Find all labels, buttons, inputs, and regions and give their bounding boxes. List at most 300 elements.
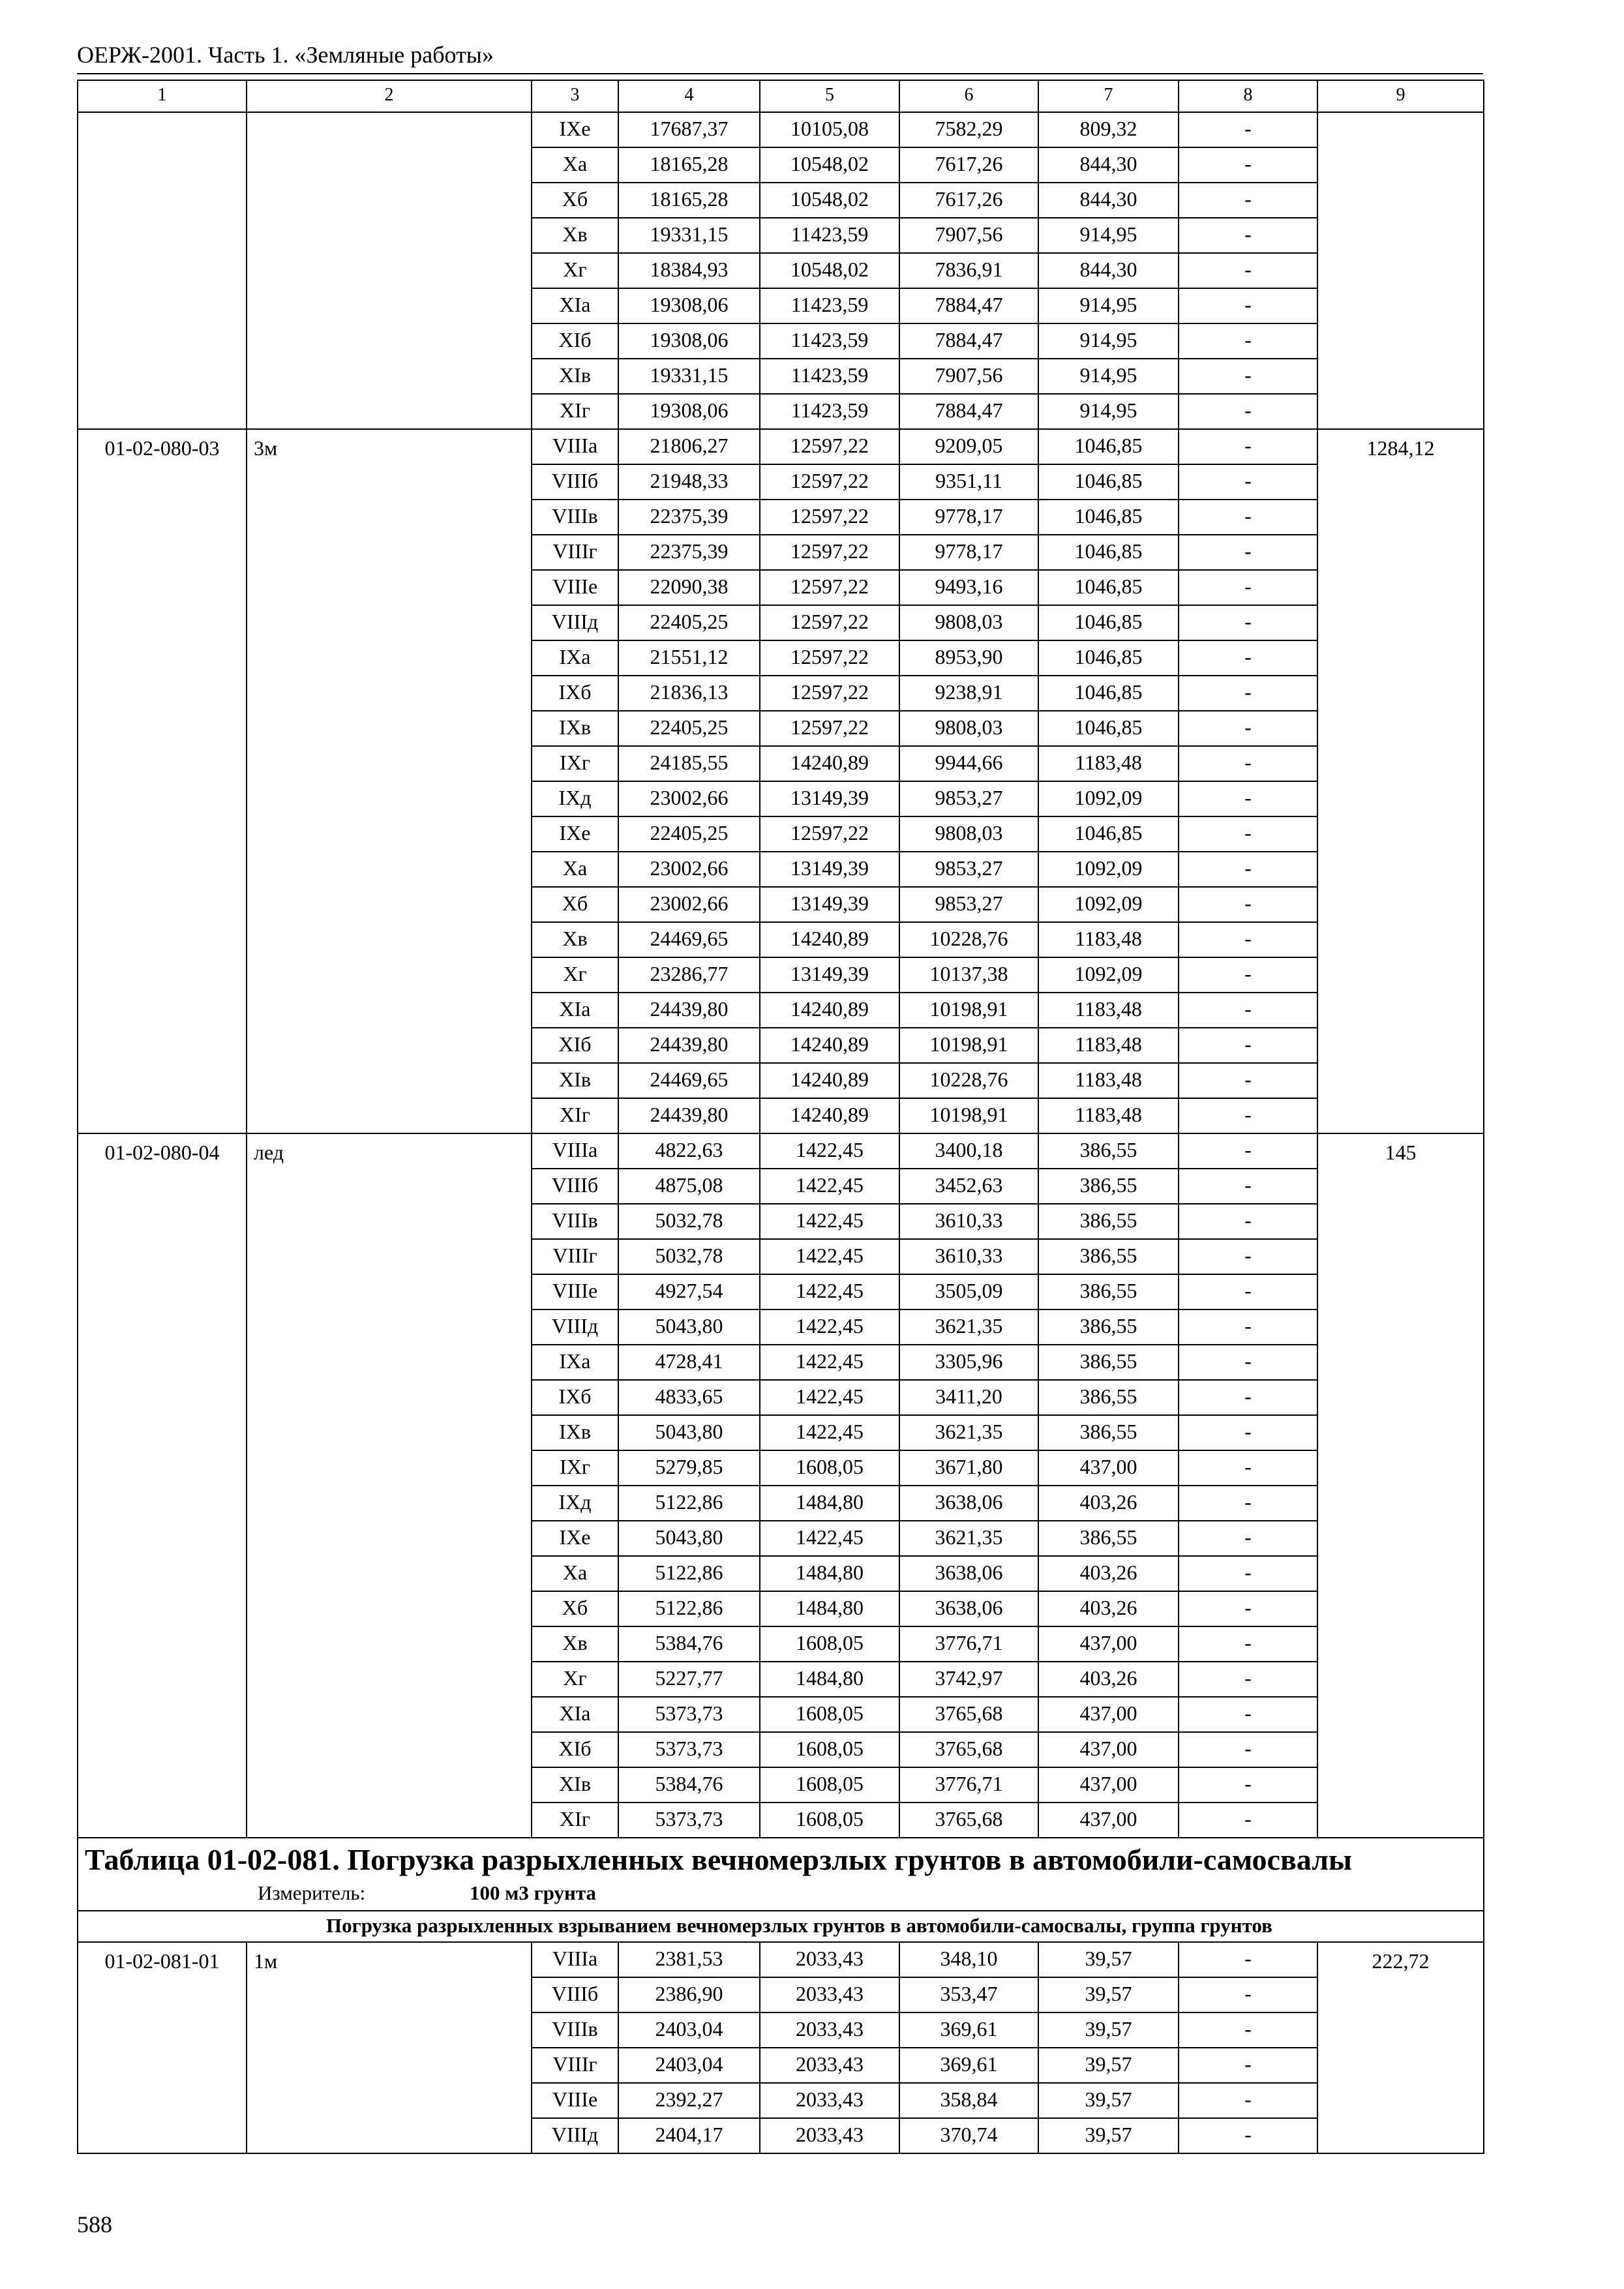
table-cell: 3505,09 bbox=[899, 1274, 1038, 1309]
table-cell: 1092,09 bbox=[1038, 957, 1179, 993]
table-cell: 24469,65 bbox=[618, 922, 760, 957]
table-cell: 9853,27 bbox=[899, 781, 1038, 816]
table-cell: 12597,22 bbox=[760, 429, 899, 464]
table-cell: 1183,48 bbox=[1038, 1098, 1179, 1133]
table-cell: XIв bbox=[532, 1063, 618, 1098]
table-cell: 914,95 bbox=[1038, 359, 1179, 394]
table-cell: Xг bbox=[532, 253, 618, 288]
table-cell: Xв bbox=[532, 922, 618, 957]
table-cell: 386,55 bbox=[1038, 1521, 1179, 1556]
table-cell: 39,57 bbox=[1038, 2012, 1179, 2048]
table-cell: - bbox=[1179, 464, 1317, 500]
table-cell: 5043,80 bbox=[618, 1309, 760, 1345]
table-cell: 2386,90 bbox=[618, 1977, 760, 2012]
table-cell: 10198,91 bbox=[899, 1028, 1038, 1063]
table-cell: 2033,43 bbox=[760, 2048, 899, 2083]
table-cell: 5122,86 bbox=[618, 1591, 760, 1626]
table-cell: XIв bbox=[532, 359, 618, 394]
table-cell: 5032,78 bbox=[618, 1239, 760, 1274]
table-cell: IXв bbox=[532, 711, 618, 746]
table-cell: 3610,33 bbox=[899, 1239, 1038, 1274]
table-cell: 12597,22 bbox=[760, 640, 899, 676]
table-cell: 1046,85 bbox=[1038, 816, 1179, 852]
table-cell: 386,55 bbox=[1038, 1415, 1179, 1450]
table-cell: 4927,54 bbox=[618, 1274, 760, 1309]
table-cell: 5227,77 bbox=[618, 1662, 760, 1697]
table-cell: 403,26 bbox=[1038, 1486, 1179, 1521]
table-cell: 5122,86 bbox=[618, 1486, 760, 1521]
table-cell: VIIIв bbox=[532, 500, 618, 535]
table-cell: 12597,22 bbox=[760, 464, 899, 500]
item-code: 01-02-080-04 bbox=[78, 1133, 247, 1838]
table-cell: 18165,28 bbox=[618, 147, 760, 183]
table-cell: 11423,59 bbox=[760, 323, 899, 359]
table-cell: Xб bbox=[532, 887, 618, 922]
table-cell: 1046,85 bbox=[1038, 640, 1179, 676]
table-cell: 10198,91 bbox=[899, 993, 1038, 1028]
column-number: 3 bbox=[532, 80, 618, 112]
table-cell: - bbox=[1179, 1591, 1317, 1626]
table-cell: IXa bbox=[532, 1345, 618, 1380]
table-cell: 3621,35 bbox=[899, 1415, 1038, 1450]
table-cell: 1183,48 bbox=[1038, 993, 1179, 1028]
column-number: 2 bbox=[247, 80, 532, 112]
section-header-row bbox=[78, 1838, 1484, 1911]
table-cell: - bbox=[1179, 605, 1317, 640]
table-cell: XIб bbox=[532, 323, 618, 359]
table-cell: 914,95 bbox=[1038, 394, 1179, 429]
table-cell: 370,74 bbox=[899, 2118, 1038, 2153]
table-cell: 22090,38 bbox=[618, 570, 760, 605]
table-cell: - bbox=[1179, 394, 1317, 429]
table-cell: 1046,85 bbox=[1038, 535, 1179, 570]
table-cell: 12597,22 bbox=[760, 535, 899, 570]
table-cell: - bbox=[1179, 1239, 1317, 1274]
table-cell: 39,57 bbox=[1038, 1942, 1179, 1977]
table-cell: 18165,28 bbox=[618, 183, 760, 218]
table-cell: 403,26 bbox=[1038, 1662, 1179, 1697]
table-cell: 403,26 bbox=[1038, 1591, 1179, 1626]
table-cell: - bbox=[1179, 1977, 1317, 2012]
table-cell: XIв bbox=[532, 1767, 618, 1803]
table-cell: 14240,89 bbox=[760, 1028, 899, 1063]
table-cell: 348,10 bbox=[899, 1942, 1038, 1977]
table-cell: - bbox=[1179, 112, 1317, 147]
item-code: 01-02-081-01 bbox=[78, 1942, 247, 2153]
table-cell: 9778,17 bbox=[899, 500, 1038, 535]
table-cell: 353,47 bbox=[899, 1977, 1038, 2012]
table-cell: 4822,63 bbox=[618, 1133, 760, 1169]
table-cell: 9944,66 bbox=[899, 746, 1038, 781]
table-cell: 844,30 bbox=[1038, 183, 1179, 218]
table-cell: 24469,65 bbox=[618, 1063, 760, 1098]
table-cell: 8953,90 bbox=[899, 640, 1038, 676]
table-cell: 3452,63 bbox=[899, 1169, 1038, 1204]
column-number: 6 bbox=[899, 80, 1038, 112]
table-cell: 9853,27 bbox=[899, 887, 1038, 922]
table-cell: - bbox=[1179, 1732, 1317, 1767]
table-cell: - bbox=[1179, 1697, 1317, 1732]
table-cell: IXд bbox=[532, 1486, 618, 1521]
table-cell: - bbox=[1179, 1415, 1317, 1450]
page-number: 588 bbox=[77, 2211, 112, 2237]
table-cell: - bbox=[1179, 183, 1317, 218]
table-cell: 5373,73 bbox=[618, 1803, 760, 1838]
table-cell: 1046,85 bbox=[1038, 711, 1179, 746]
table-cell: Xб bbox=[532, 183, 618, 218]
table-cell: - bbox=[1179, 288, 1317, 323]
table-cell: 844,30 bbox=[1038, 253, 1179, 288]
item-code bbox=[78, 112, 247, 429]
table-cell: 2404,17 bbox=[618, 2118, 760, 2153]
table-cell: 2403,04 bbox=[618, 2048, 760, 2083]
table-cell: 844,30 bbox=[1038, 147, 1179, 183]
table-cell: IXe bbox=[532, 1521, 618, 1556]
table-cell: 1608,05 bbox=[760, 1732, 899, 1767]
table-cell: 10198,91 bbox=[899, 1098, 1038, 1133]
table-cell: - bbox=[1179, 816, 1317, 852]
table-cell: - bbox=[1179, 1169, 1317, 1204]
table-cell: 10548,02 bbox=[760, 183, 899, 218]
table-cell: - bbox=[1179, 1521, 1317, 1556]
table-cell: - bbox=[1179, 1345, 1317, 1380]
table-cell: 10228,76 bbox=[899, 1063, 1038, 1098]
table-cell: VIIIe bbox=[532, 570, 618, 605]
table-cell: 5043,80 bbox=[618, 1415, 760, 1450]
section-title: Таблица 01-02-081. Погрузка разрыхленных вечномерзлых грунтов в автомобили-самосвалы bbox=[85, 1843, 1352, 1876]
table-cell: 386,55 bbox=[1038, 1204, 1179, 1239]
table-cell: Xв bbox=[532, 1626, 618, 1662]
table-cell: 386,55 bbox=[1038, 1239, 1179, 1274]
table-cell: - bbox=[1179, 1274, 1317, 1309]
table-cell: 7907,56 bbox=[899, 359, 1038, 394]
table-cell: 7884,47 bbox=[899, 323, 1038, 359]
table-cell: 3621,35 bbox=[899, 1521, 1038, 1556]
table-cell: - bbox=[1179, 323, 1317, 359]
meter-label: Измеритель: bbox=[258, 1881, 366, 1904]
table-cell: - bbox=[1179, 993, 1317, 1028]
item-name bbox=[247, 112, 532, 429]
table-cell: XIг bbox=[532, 1803, 618, 1838]
table-cell: VIIIг bbox=[532, 535, 618, 570]
table-cell: 3765,68 bbox=[899, 1732, 1038, 1767]
table-cell: 3765,68 bbox=[899, 1803, 1038, 1838]
table-cell: VIIIд bbox=[532, 605, 618, 640]
table-cell: 13149,39 bbox=[760, 957, 899, 993]
table-cell: 437,00 bbox=[1038, 1803, 1179, 1838]
table-cell: 22405,25 bbox=[618, 605, 760, 640]
item-name: лед bbox=[247, 1133, 532, 1838]
table-cell: 9351,11 bbox=[899, 464, 1038, 500]
table-cell: 39,57 bbox=[1038, 2083, 1179, 2118]
table-cell: 1422,45 bbox=[760, 1239, 899, 1274]
table-cell: 19331,15 bbox=[618, 218, 760, 253]
table-cell: VIIIa bbox=[532, 1942, 618, 1977]
table-row bbox=[78, 429, 1484, 464]
table-cell: 1484,80 bbox=[760, 1591, 899, 1626]
table-cell: 17687,37 bbox=[618, 112, 760, 147]
table-cell: 22405,25 bbox=[618, 816, 760, 852]
table-cell: 437,00 bbox=[1038, 1450, 1179, 1486]
table-cell: 7582,29 bbox=[899, 112, 1038, 147]
table-cell: 9238,91 bbox=[899, 676, 1038, 711]
table-cell: Xг bbox=[532, 957, 618, 993]
subsection-title: Погрузка разрыхленных взрыванием вечномерзлых грунтов в автомобили-самосвалы, группа грунтов bbox=[78, 1911, 1484, 1942]
table-cell: 14240,89 bbox=[760, 1098, 899, 1133]
table-cell: 5373,73 bbox=[618, 1697, 760, 1732]
table-cell: 9808,03 bbox=[899, 816, 1038, 852]
table-cell: 22375,39 bbox=[618, 500, 760, 535]
table-cell: - bbox=[1179, 711, 1317, 746]
table-cell: 1183,48 bbox=[1038, 1063, 1179, 1098]
table-cell: 1183,48 bbox=[1038, 922, 1179, 957]
table-cell: 3776,71 bbox=[899, 1626, 1038, 1662]
table-cell: XIг bbox=[532, 1098, 618, 1133]
table-cell: 21551,12 bbox=[618, 640, 760, 676]
table-cell: Xб bbox=[532, 1591, 618, 1626]
table-cell: Xa bbox=[532, 147, 618, 183]
table-cell: XIa bbox=[532, 288, 618, 323]
table-cell: 12597,22 bbox=[760, 816, 899, 852]
table-cell: 1422,45 bbox=[760, 1309, 899, 1345]
table-cell: 1422,45 bbox=[760, 1133, 899, 1169]
table-cell: 1608,05 bbox=[760, 1450, 899, 1486]
table-cell: 10105,08 bbox=[760, 112, 899, 147]
table-cell: - bbox=[1179, 1204, 1317, 1239]
table-cell: 11423,59 bbox=[760, 359, 899, 394]
table-cell: 10548,02 bbox=[760, 253, 899, 288]
table-cell: 24439,80 bbox=[618, 1028, 760, 1063]
item-column-9: 145 bbox=[1317, 1133, 1484, 1838]
table-cell: 5032,78 bbox=[618, 1204, 760, 1239]
table-cell: 19308,06 bbox=[618, 288, 760, 323]
table-cell: 1092,09 bbox=[1038, 852, 1179, 887]
table-cell: VIIIe bbox=[532, 1274, 618, 1309]
table-cell: 1422,45 bbox=[760, 1345, 899, 1380]
table-cell: 10228,76 bbox=[899, 922, 1038, 957]
table-cell: 386,55 bbox=[1038, 1309, 1179, 1345]
table-cell: - bbox=[1179, 1380, 1317, 1415]
table-cell: - bbox=[1179, 1486, 1317, 1521]
table-cell: - bbox=[1179, 2048, 1317, 2083]
table-cell: 386,55 bbox=[1038, 1274, 1179, 1309]
table-cell: 1484,80 bbox=[760, 1556, 899, 1591]
table-cell: 386,55 bbox=[1038, 1133, 1179, 1169]
table-cell: 914,95 bbox=[1038, 323, 1179, 359]
column-number: 5 bbox=[760, 80, 899, 112]
table-cell: 386,55 bbox=[1038, 1380, 1179, 1415]
table-cell: 3621,35 bbox=[899, 1309, 1038, 1345]
table-cell: - bbox=[1179, 2012, 1317, 2048]
column-number: 7 bbox=[1038, 80, 1179, 112]
table-cell: 386,55 bbox=[1038, 1345, 1179, 1380]
table-cell: VIIIб bbox=[532, 464, 618, 500]
table-cell: 5122,86 bbox=[618, 1556, 760, 1591]
table-cell: IXe bbox=[532, 816, 618, 852]
table-cell: 2392,27 bbox=[618, 2083, 760, 2118]
table-cell: - bbox=[1179, 1063, 1317, 1098]
table-cell: 1608,05 bbox=[760, 1803, 899, 1838]
table-cell: VIIIв bbox=[532, 1204, 618, 1239]
table-cell: VIIIб bbox=[532, 1977, 618, 2012]
table-cell: VIIIг bbox=[532, 1239, 618, 1274]
column-number: 4 bbox=[618, 80, 760, 112]
table-cell: - bbox=[1179, 2083, 1317, 2118]
table-cell: - bbox=[1179, 147, 1317, 183]
table-cell: 12597,22 bbox=[760, 570, 899, 605]
table-cell: 3305,96 bbox=[899, 1345, 1038, 1380]
table-cell: 7617,26 bbox=[899, 183, 1038, 218]
table-cell: - bbox=[1179, 253, 1317, 288]
table-cell: IXг bbox=[532, 1450, 618, 1486]
table-cell: 12597,22 bbox=[760, 605, 899, 640]
table-row bbox=[78, 112, 1484, 147]
table-cell: 1046,85 bbox=[1038, 570, 1179, 605]
table-cell: 39,57 bbox=[1038, 2118, 1179, 2153]
table-cell: - bbox=[1179, 1309, 1317, 1345]
table-cell: - bbox=[1179, 1098, 1317, 1133]
table-row bbox=[78, 1133, 1484, 1169]
table-cell: 3411,20 bbox=[899, 1380, 1038, 1415]
table-cell: 7836,91 bbox=[899, 253, 1038, 288]
table-cell: - bbox=[1179, 852, 1317, 887]
table-cell: 1046,85 bbox=[1038, 464, 1179, 500]
table-cell: Xa bbox=[532, 852, 618, 887]
table-row bbox=[78, 1942, 1484, 1977]
table-cell: 1092,09 bbox=[1038, 887, 1179, 922]
table-cell: 3765,68 bbox=[899, 1697, 1038, 1732]
table-cell: 11423,59 bbox=[760, 218, 899, 253]
table-cell: - bbox=[1179, 570, 1317, 605]
table-cell: 1484,80 bbox=[760, 1486, 899, 1521]
table-cell: Xг bbox=[532, 1662, 618, 1697]
table-cell: 14240,89 bbox=[760, 922, 899, 957]
table-cell: 12597,22 bbox=[760, 711, 899, 746]
table-cell: 4875,08 bbox=[618, 1169, 760, 1204]
table-cell: 914,95 bbox=[1038, 218, 1179, 253]
table-cell: VIIIд bbox=[532, 1309, 618, 1345]
page-header-title: ОЕРЖ-2001. Часть 1. «Земляные работы» bbox=[77, 42, 494, 68]
subsection-row bbox=[78, 1911, 1484, 1942]
table-cell: 3400,18 bbox=[899, 1133, 1038, 1169]
table-cell: 3638,06 bbox=[899, 1486, 1038, 1521]
table-cell: 3776,71 bbox=[899, 1767, 1038, 1803]
table-cell: 7617,26 bbox=[899, 147, 1038, 183]
table-cell: 1422,45 bbox=[760, 1169, 899, 1204]
table-cell: - bbox=[1179, 218, 1317, 253]
table-cell: 5279,85 bbox=[618, 1450, 760, 1486]
table-cell: 369,61 bbox=[899, 2012, 1038, 2048]
table-cell: IXд bbox=[532, 781, 618, 816]
table-cell: 9209,05 bbox=[899, 429, 1038, 464]
column-number: 1 bbox=[78, 80, 247, 112]
table-cell: XIб bbox=[532, 1028, 618, 1063]
table-cell: 5384,76 bbox=[618, 1767, 760, 1803]
table-cell: VIIIг bbox=[532, 2048, 618, 2083]
table-cell: - bbox=[1179, 1028, 1317, 1063]
table-cell: - bbox=[1179, 1662, 1317, 1697]
table-cell: 1183,48 bbox=[1038, 1028, 1179, 1063]
item-column-9: 222,72 bbox=[1317, 1942, 1484, 2153]
table-cell: Xa bbox=[532, 1556, 618, 1591]
table-cell: 1422,45 bbox=[760, 1274, 899, 1309]
table-cell: 1046,85 bbox=[1038, 605, 1179, 640]
table-cell: XIa bbox=[532, 993, 618, 1028]
table-cell: - bbox=[1179, 887, 1317, 922]
table-cell: 4833,65 bbox=[618, 1380, 760, 1415]
table-cell: 22375,39 bbox=[618, 535, 760, 570]
table-cell: 3638,06 bbox=[899, 1556, 1038, 1591]
table-cell: 2403,04 bbox=[618, 2012, 760, 2048]
column-number: 8 bbox=[1179, 80, 1317, 112]
table-cell: 1422,45 bbox=[760, 1380, 899, 1415]
table-cell: 21806,27 bbox=[618, 429, 760, 464]
item-column-9 bbox=[1317, 112, 1484, 429]
table-cell: 1608,05 bbox=[760, 1697, 899, 1732]
table-cell: - bbox=[1179, 640, 1317, 676]
table-cell: - bbox=[1179, 535, 1317, 570]
table-cell: - bbox=[1179, 1626, 1317, 1662]
table-cell: 14240,89 bbox=[760, 746, 899, 781]
table-cell: IXв bbox=[532, 1415, 618, 1450]
table-cell: 369,61 bbox=[899, 2048, 1038, 2083]
table-cell: 1183,48 bbox=[1038, 746, 1179, 781]
table-cell: 22405,25 bbox=[618, 711, 760, 746]
table-cell: 1422,45 bbox=[760, 1415, 899, 1450]
table-cell: 914,95 bbox=[1038, 288, 1179, 323]
table-cell: - bbox=[1179, 2118, 1317, 2153]
table-cell: 1422,45 bbox=[760, 1204, 899, 1239]
table-cell: 3610,33 bbox=[899, 1204, 1038, 1239]
table-cell: 2381,53 bbox=[618, 1942, 760, 1977]
table-cell: 10548,02 bbox=[760, 147, 899, 183]
table-cell: 3638,06 bbox=[899, 1591, 1038, 1626]
table-cell: - bbox=[1179, 1767, 1317, 1803]
table-cell: 1608,05 bbox=[760, 1767, 899, 1803]
table-cell: 21948,33 bbox=[618, 464, 760, 500]
table-cell: IXб bbox=[532, 1380, 618, 1415]
table-cell: 7907,56 bbox=[899, 218, 1038, 253]
header-rule bbox=[77, 73, 1483, 74]
table-cell: - bbox=[1179, 429, 1317, 464]
table-cell: 39,57 bbox=[1038, 2048, 1179, 2083]
table-cell: - bbox=[1179, 1803, 1317, 1838]
table-cell: 24439,80 bbox=[618, 1098, 760, 1133]
table-cell: 1092,09 bbox=[1038, 781, 1179, 816]
table-cell: - bbox=[1179, 746, 1317, 781]
table-cell: VIIIб bbox=[532, 1169, 618, 1204]
table-cell: 9853,27 bbox=[899, 852, 1038, 887]
table-cell: Xв bbox=[532, 218, 618, 253]
table-cell: VIIIe bbox=[532, 2083, 618, 2118]
table-cell: 403,26 bbox=[1038, 1556, 1179, 1591]
meter-value: 100 м3 грунта bbox=[470, 1881, 596, 1904]
table-cell: 5384,76 bbox=[618, 1626, 760, 1662]
rates-table bbox=[77, 80, 1484, 2154]
table-cell: 2033,43 bbox=[760, 2118, 899, 2153]
table-cell: 358,84 bbox=[899, 2083, 1038, 2118]
table-cell: 2033,43 bbox=[760, 2083, 899, 2118]
table-cell: - bbox=[1179, 922, 1317, 957]
table-cell: 9808,03 bbox=[899, 605, 1038, 640]
table-cell: 23002,66 bbox=[618, 887, 760, 922]
table-cell: 437,00 bbox=[1038, 1732, 1179, 1767]
table-cell: 11423,59 bbox=[760, 288, 899, 323]
table-cell: 19331,15 bbox=[618, 359, 760, 394]
table-cell: 23002,66 bbox=[618, 781, 760, 816]
table-cell: 386,55 bbox=[1038, 1169, 1179, 1204]
table-cell: 13149,39 bbox=[760, 887, 899, 922]
